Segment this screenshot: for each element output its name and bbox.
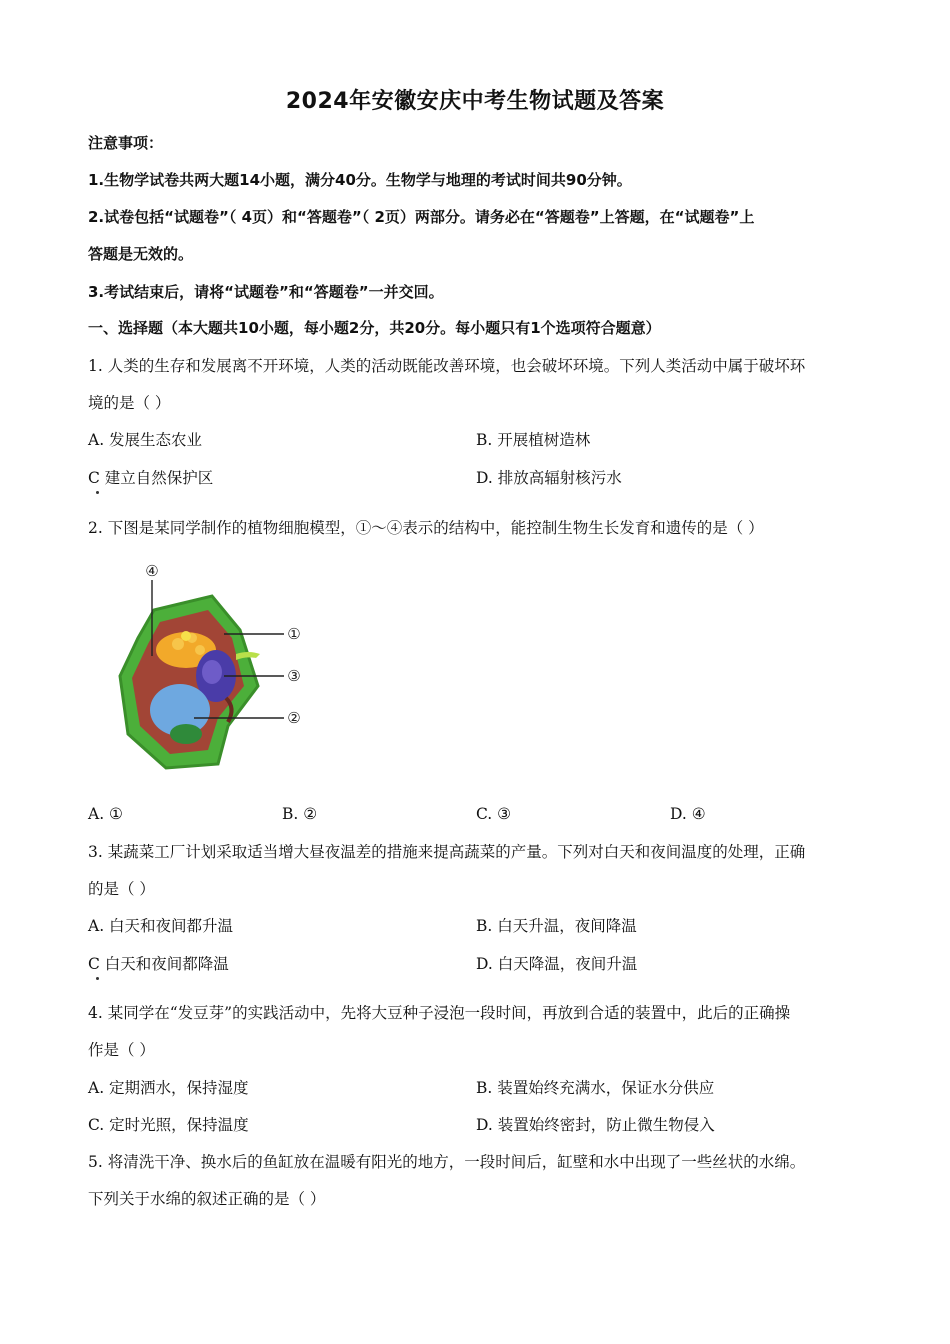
page-title: 2024年安徽安庆中考生物试题及答案 (285, 89, 665, 114)
question-5-line-2: 下列关于水绵的叙述正确的是（ ） (88, 1190, 326, 1208)
plant-cell-model-figure (108, 558, 312, 780)
question-3-option-c: C 白天和夜间都降温 (88, 955, 229, 973)
notice-heading: 注意事项： (88, 134, 164, 152)
notice-item-1: 1.生物学试卷共两大题14小题，满分40分。生物学与地理的考试时间共90分钟。 (88, 171, 632, 189)
question-5-line-1: 5. 将清洗干净、换水后的鱼缸放在温暖有阳光的地方，一段时间后，缸壁和水中出现了一些丝状的水绵。 (88, 1153, 806, 1171)
question-2-option-c: C. ③ (476, 805, 512, 823)
question-2-line-1: 2. 下图是某同学制作的植物细胞模型，①～④表示的结构中，能控制生物生长发育和遗传的是（ ） (88, 519, 764, 537)
question-3-line-1: 3. 某蔬菜工厂计划采取适当增大昼夜温差的措施来提高蔬菜的产量。下列对白天和夜间温度的处理，正确 (88, 843, 806, 861)
question-1-line-2: 境的是（ ） (88, 394, 171, 412)
question-2-option-b: B. ② (282, 805, 318, 823)
option-dot-mark (96, 491, 99, 494)
question-1-option-b: B. 开展植树造林 (476, 431, 591, 449)
notice-item-2: 2.试卷包括“试题卷”（ 4页）和“答题卷”（ 2页）两部分。请务必在“答题卷”上答题，在“试题卷”上 (88, 208, 755, 226)
question-3-option-d: D. 白天降温，夜间升温 (476, 955, 638, 973)
question-1-option-c: C 建立自然保护区 (88, 469, 214, 487)
figure-label-1: ① (287, 625, 301, 643)
question-3-line-2: 的是（ ） (88, 880, 155, 898)
question-4-line-2: 作是（ ） (88, 1041, 155, 1059)
question-1-line-1: 1. 人类的生存和发展离不开环境，人类的活动既能改善环境，也会破坏环境。下列人类活动中属于破坏环 (88, 357, 806, 375)
question-4-option-c: C. 定时光照，保持温度 (88, 1116, 249, 1134)
option-dot-mark (96, 977, 99, 980)
notice-item-2-cont: 答题是无效的。 (88, 245, 194, 263)
figure-label-2: ② (287, 709, 301, 727)
question-3-option-a: A. 白天和夜间都升温 (88, 917, 234, 935)
question-4-option-a: A. 定期洒水，保持湿度 (88, 1079, 249, 1097)
figure-label-3: ③ (287, 667, 301, 685)
question-3-option-b: B. 白天升温，夜间降温 (476, 917, 637, 935)
question-1-option-d: D. 排放高辐射核污水 (476, 469, 622, 487)
question-2-option-d: D. ④ (670, 805, 706, 823)
figure-label-4: ④ (145, 562, 159, 580)
question-2-option-a: A. ① (88, 805, 123, 823)
question-4-option-d: D. 装置始终密封，防止微生物侵入 (476, 1116, 715, 1134)
question-1-option-a: A. 发展生态农业 (88, 431, 203, 449)
section-heading: 一、选择题（本大题共10小题，每小题2分，共20分。每小题只有1个选项符合题意） (88, 319, 661, 337)
plant-cell-model-image (108, 558, 312, 780)
question-4-option-b: B. 装置始终充满水，保证水分供应 (476, 1079, 715, 1097)
notice-item-3: 3.考试结束后，请将“试题卷”和“答题卷”一并交回。 (88, 283, 444, 301)
question-4-line-1: 4. 某同学在“发豆芽”的实践活动中，先将大豆种子浸泡一段时间，再放到合适的装置中，此后的正确操 (88, 1004, 791, 1022)
